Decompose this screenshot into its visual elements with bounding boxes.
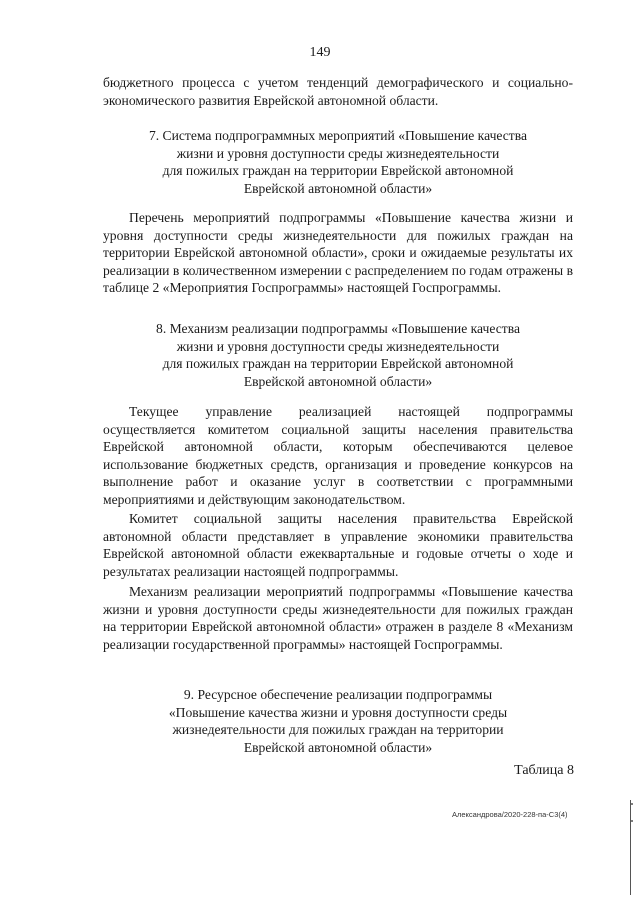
footer-code: Александрова/2020-228-па-С3(4) (452, 810, 568, 819)
section-8-paragraph-3: Механизм реализации мероприятий подпрограммы «Повышение качества жизни и уровня доступности среды жизнедеятельности для пожилых граждан на территории Еврейской автономной области» отражен в разделе 8 «Механизм реализации государственной программы» настоящей Госпрограммы. (103, 584, 573, 652)
section-9-heading (103, 686, 573, 756)
section-7-heading-line: для пожилых граждан на территории Еврейской автономной (162, 163, 514, 178)
section-9-heading-line: Еврейской автономной области» (243, 739, 433, 755)
section-8-paragraph-2: Комитет социальной защиты населения правительства Еврейской автономной области представляет в управление экономики правительства Еврейской автономной области ежеквартальные и годовые отчеты о ходе и результатах реализации настоящей подпрограммы. (103, 511, 573, 579)
table-label: Таблица 8 (514, 763, 574, 778)
page-number: 149 (309, 45, 331, 60)
section-8-heading (103, 320, 573, 390)
section-8-heading-line: жизни и уровня доступности среды жизнедеятельности (176, 338, 500, 354)
section-8-heading-line: 8. Механизм реализации подпрограммы «Повышение качества (156, 321, 520, 336)
section-9-heading-line: 9. Ресурсное обеспечение реализации подпрограммы (183, 687, 493, 702)
section-8-heading-line: для пожилых граждан на территории Еврейской автономной (162, 356, 514, 371)
intro-paragraph: бюджетного процесса с учетом тенденций демографического и социально-экономического развития Еврейской автономной области. (103, 75, 573, 108)
section-7-heading (103, 127, 573, 197)
section-7-paragraph: Перечень мероприятий подпрограммы «Повышение качества жизни и уровня доступности среды жизнедеятельности для пожилых граждан на территории Еврейской автономной области», сроки и ожидаемые результаты их реализации в количественном измерении с распределением по годам отражены в таблице 2 «Мероприятия Госпрограммы» настоящей Госпрограммы. (103, 210, 573, 295)
section-7-heading-line: Еврейской автономной области» (243, 180, 433, 196)
scan-edge-mark (630, 800, 631, 895)
section-8-paragraph-1: Текущее управление реализацией настоящей подпрограммы осуществляется комитетом социальной защиты населения правительства Еврейской автономной области, которым обеспечиваются целевое использование бюджетных средств, организация и проведение конкурсов на выполнение работ и оказание услуг в соответствии с программными мероприятиями и действующим законодательством. (103, 404, 573, 507)
scan-dot (631, 803, 633, 805)
section-7-heading-line: жизни и уровня доступности среды жизнедеятельности (176, 145, 500, 161)
scan-dot (631, 820, 633, 822)
section-9-heading-line: жизнедеятельности для пожилых граждан на территории (172, 722, 504, 737)
section-9-heading-line: «Повышение качества жизни и уровня доступности среды (168, 704, 508, 720)
section-7-heading-line: 7. Система подпрограммных мероприятий «Повышение качества (148, 128, 528, 143)
section-8-heading-line: Еврейской автономной области» (243, 373, 433, 389)
